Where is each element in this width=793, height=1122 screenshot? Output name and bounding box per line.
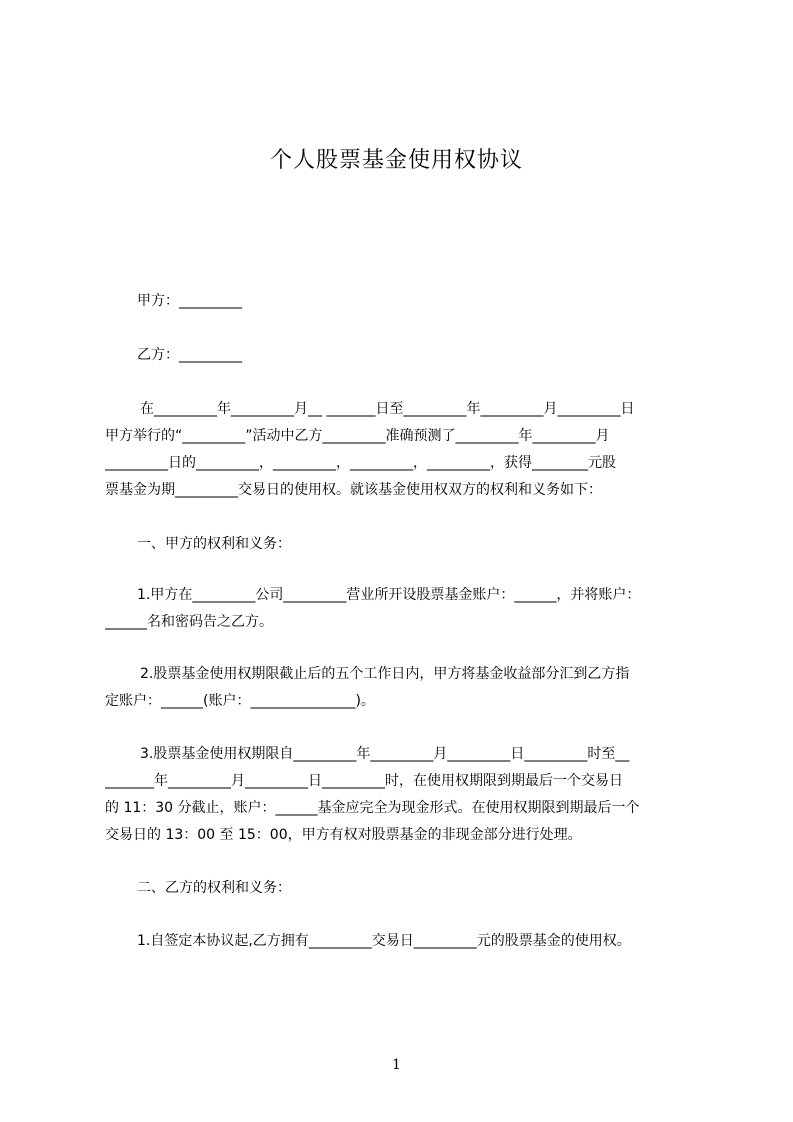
- section-2-heading: 二、乙方的权利和义务：: [137, 880, 291, 896]
- section-1-item-3-line-3: 的 11：30 分截止，账户：______基金应完全为现金形式。在使用权期限到期最后一个: [105, 800, 640, 816]
- intro-line-3: _________日的_________，_________，_________，_________，获得________元股: [105, 455, 616, 471]
- section-1-item-3-line-2: _______年_________月_________日_________时，在使用权期限到期最后一个交易日: [105, 773, 623, 789]
- section-1-heading: 一、甲方的权利和义务：: [137, 536, 291, 552]
- section-1-item-3-line-4: 交易日的 13：00 至 15：00，甲方有权对股票基金的非现金部分进行处理。: [105, 827, 582, 843]
- section-1-item-1-line-2: ______名和密码告之乙方。: [105, 614, 273, 630]
- section-1-item-2-line-2: 定账户：______(账户：_______________)。: [105, 693, 375, 709]
- intro-line-2: 甲方举行的“_________”活动中乙方_________准确预测了_________年_________月: [105, 428, 610, 444]
- section-1-item-2-line-1: 2.股票基金使用权期限截止后的五个工作日内，甲方将基金收益部分汇到乙方指: [140, 666, 630, 682]
- party-a-line: 甲方：_________: [137, 293, 242, 309]
- intro-line-1: 在_________年_________月__ _______日至_________年_________月_________日: [140, 401, 635, 417]
- section-1-item-3-line-1: 3.股票基金使用权期限自_________年_________月_________日_________时至__: [140, 746, 630, 762]
- page-number: 1: [392, 1057, 401, 1073]
- section-1-item-1-line-1: 1.甲方在_________公司_________营业所开设股票基金账户：______，并将账户：: [137, 587, 641, 603]
- document-title: 个人股票基金使用权协议: [269, 148, 523, 173]
- section-2-item-1: 1.自签定本协议起,乙方拥有_________交易日_________元的股票基金的使用权。: [137, 933, 631, 949]
- party-b-line: 乙方：_________: [137, 347, 242, 363]
- intro-line-4: 票基金为期_________交易日的使用权。就该基金使用权双方的权利和义务如下：: [105, 482, 602, 498]
